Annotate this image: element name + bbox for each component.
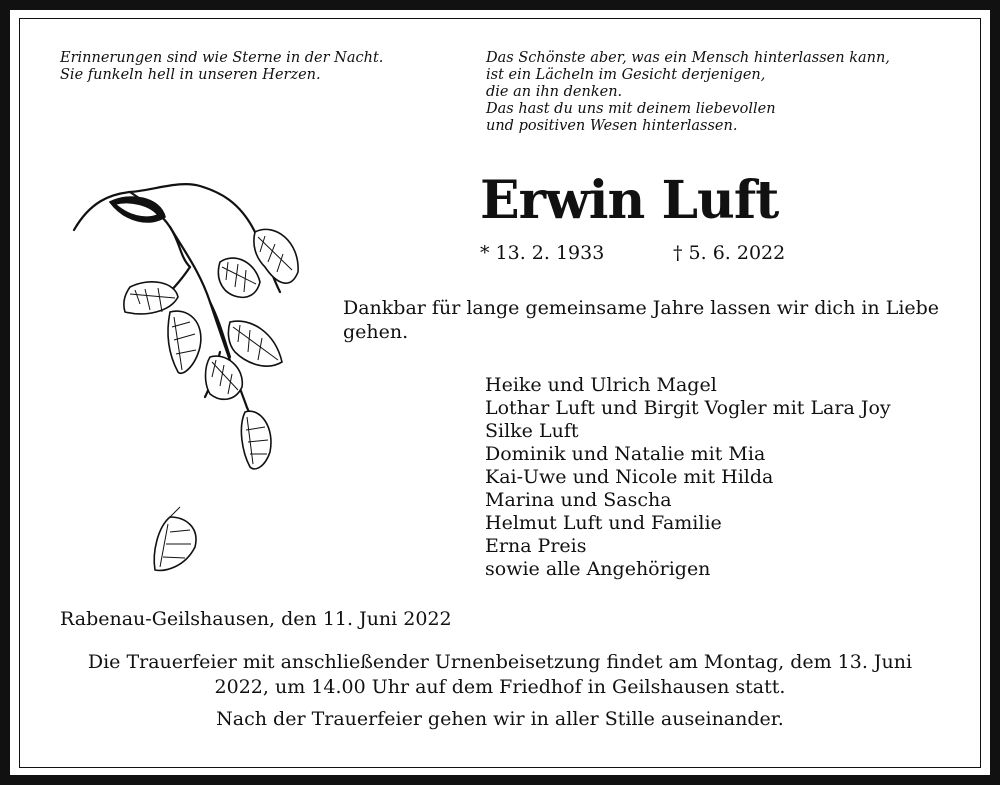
mourner: Heike und Ulrich Magel (485, 374, 717, 396)
mourner: Helmut Luft und Familie (485, 512, 722, 534)
closing-note: Nach der Trauerfeier gehen wir in aller Stille auseinander. (216, 708, 784, 730)
mourner: Dominik und Natalie mit Mia (485, 443, 766, 465)
birth-date: * 13. 2. 1933 (480, 242, 605, 264)
birch-branch-icon (70, 172, 310, 582)
quote-left: Erinnerungen sind wie Sterne in der Nacht. Sie funkeln hell in unseren Herzen. (60, 50, 384, 83)
quote-right: Das Schönste aber, was ein Mensch hinterlassen kann, ist ein Lächeln im Gesicht derjenigen, die an ihn denken. Das hast du uns mit deinem liebevollen und positiven Wesen hinterlassen. (486, 50, 890, 134)
mourner: sowie alle Angehörigen (485, 558, 711, 580)
gratitude-text: Dankbar für lange gemeinsame Jahre lassen wir dich in Liebe gehen. (343, 297, 940, 343)
mourners-list (485, 374, 891, 581)
place-date: Rabenau-Geilshausen, den 11. Juni 2022 (60, 608, 452, 630)
mourner: Erna Preis (485, 535, 587, 557)
ceremony-info: Die Trauerfeier mit anschließender Urnenbeisetzung findet am Montag, dem 13. Juni 2022, um 14.00 Uhr auf dem Friedhof in Geilshausen statt. (87, 651, 913, 698)
mourner: Marina und Sascha (485, 489, 672, 511)
death-date: † 5. 6. 2022 (673, 242, 786, 264)
mourner: Silke Luft (485, 420, 579, 442)
mourner: Kai-Uwe und Nicole mit Hilda (485, 466, 774, 488)
deceased-name: Erwin Luft (480, 170, 779, 231)
mourner: Lothar Luft und Birgit Vogler mit Lara Joy (485, 397, 891, 419)
